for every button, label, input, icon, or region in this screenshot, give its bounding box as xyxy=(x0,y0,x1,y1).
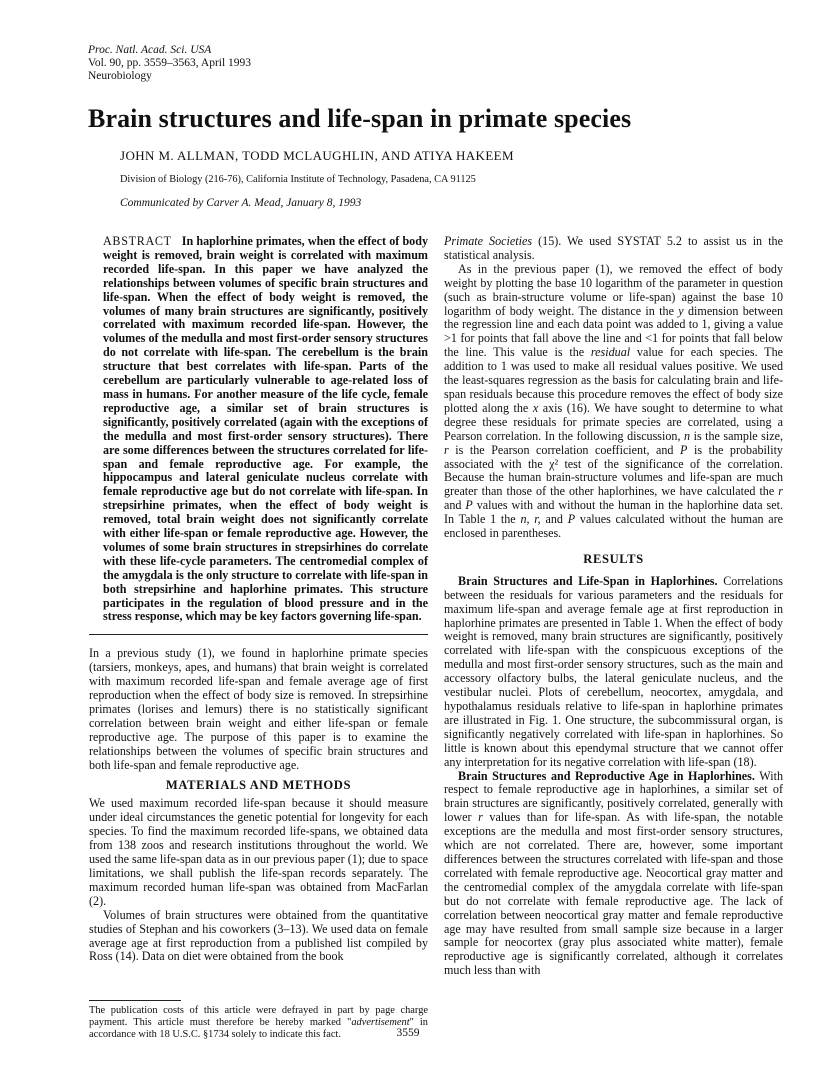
right-column xyxy=(444,235,783,978)
abstract-divider xyxy=(89,634,428,635)
results-subheading-lifespan: Brain Structures and Life-Span in Haplorhines. xyxy=(458,573,718,588)
abstract-label: ABSTRACT xyxy=(103,234,172,248)
page-number: 3559 xyxy=(396,1027,420,1039)
results-paragraph-1: Brain Structures and Life-Span in Haplorhines. Correlations between the residuals for various parameters and the residuals for maximum life-span and average female age at first reproduction in haplorhine primates are presented in Table 1. When the effect of body weight is removed, many brain structures are significantly, positively correlated with life-span with the conspicuous exceptions of the medulla and most first-order sensory structures, such as the main and accessory olfactory bulbs, the lateral geniculate nucleus, and the vestibular nuclei. Plots of cerebellum, neocortex, amygdala, and hypothalamus residuals relative to life-span in haplorhine primates are illustrated in Fig. 1. One structure, the subcommissural organ, is significantly negatively correlated with life-span in haplorhines. So little is known about this ependymal structure that we cannot offer any interpretation for its negative correlation with life-span (18). xyxy=(444,573,783,769)
results-heading: RESULTS xyxy=(583,551,644,566)
affiliation: Division of Biology (216-76), California Institute of Technology, Pasadena, CA 91125 xyxy=(120,174,476,185)
publication-footnote: The publication costs of this article were defrayed in part by page charge payment. This article must therefore be hereby marked "advertisement" in accordance with 18 U.S.C. §1734 solely to indicate this fact. xyxy=(89,1000,428,1041)
article-title: Brain structures and life-span in primate species xyxy=(88,104,632,133)
abstract-text: In haplorhine primates, when the effect of body weight is removed, brain weight is correlated with maximum recorded life-span. In this paper we have analyzed the relationships between volumes of specific brain structures and life-span. When the effect of body weight is removed, the volumes of many brain structures are significantly, positively correlated with maximum recorded life-span. However, the volumes of the medulla and most first-order sensory structures do not correlate with life-span. The cerebellum is the brain structure that best correlates with life-span. Parts of the cerebellum are particularly vulnerable to age-related loss of mass in humans. For another measure of the life cycle, female reproductive age, a similar set of brain structures is significantly, positively correlated (again with the exceptions of the medulla and most first-order sensory structures). There are some differences between the structures correlated for life-span and female reproductive age. For example, the hippocampus and lateral geniculate nucleus correlate with female reproductive age but do not correlate with life-span. In strepsirhine primates, when the effect of body weight is removed, total brain weight does not significantly correlate with either life-span or female reproductive age. However, the volumes of some brain structures in strepsirhines do correlate with these life-cycle parameters. The centromedial complex of the amygdala is the only structure to correlate with life-span in both strepsirhine and haplorhine primates. This structure participates in the regulation of blood pressure and in the stress response, which may be key factors governing life-span. xyxy=(103,234,428,624)
abstract xyxy=(89,235,428,624)
author-list: JOHN M. ALLMAN, TODD MCLAUGHLIN, AND ATIYA HAKEEM xyxy=(120,148,514,163)
communicated-by: Communicated by Carver A. Mead, January 8, 1993 xyxy=(120,197,362,209)
methods-paragraph-2-continued: Primate Societies (15). We used SYSTAT 5.2 to assist us in the statistical analysis. xyxy=(444,234,783,262)
methods-heading: MATERIALS AND METHODS xyxy=(165,777,352,792)
journal-name: Proc. Natl. Acad. Sci. USA xyxy=(88,44,212,56)
results-paragraph-2: Brain Structures and Reproductive Age in Haplorhines. With respect to female reproductive age in haplorhines, a similar set of brain structures are significantly, positively correlated, generally with lower r values than for life-span. As with life-span, the notable exceptions are the medulla and most first-order sensory structures, which are not correlated. There are, however, some important differences between the structures correlated with life-span and those correlated with female reproductive age. Neocortical gray matter and the centromedial complex of the amygdala correlate with life-span but do not correlate with female reproductive age. The lack of correlation between neocortical gray matter and female reproductive age may have resulted from small sample size because in a larger sample for neocortex (gray plus associated white matter), female reproductive age is significantly correlated, although it correlates much less than with xyxy=(444,768,783,978)
methods-paragraph-3: As in the previous paper (1), we removed the effect of body weight by plotting the base 10 logarithm of the parameter in question (such as brain-structure volume or life-span) against the base 10 logarithm of body weight. The distance in the y dimension between the regression line and each data point was added to 1, giving a value >1 for points that fall above the line and <1 for points that fall below the line. This value is the residual value for each species. The addition to 1 was used to make all residual values positive. We used the least-squares regression as the basis for calculating brain and life-span residuals because this procedure removes the effect of body size plotted along the x axis (16). We have sought to determine to what degree these residuals for primate species are correlated, using a Pearson correlation. In the following discussion, n is the sample size, r is the Pearson correlation coefficient, and P is the probability associated with the χ² test of the significance of the correlation. Because the human brain-structure volumes and life-span are much greater than those of the other haplorhines, we have calculated the r and P values with and without the human in the haplorhine data set. In Table 1 the n, r, and P values calculated without the human are enclosed in parentheses. xyxy=(444,261,784,541)
journal-section: Neurobiology xyxy=(88,70,152,82)
left-column xyxy=(89,235,428,964)
journal-header xyxy=(88,44,251,83)
journal-citation: Vol. 90, pp. 3559–3563, April 1993 xyxy=(88,57,252,69)
methods-paragraph-1: We used maximum recorded life-span because it should measure under ideal circumstances the genetic potential for longevity for each species. To find the maximum recorded life-spans, we obtained data from 138 zoos and research institutions throughout the world. We used the same life-span data as in our previous paper (1); due to space limitations, we shall publish the life-span records separately. The maximum recorded human life-span was obtained from MacFarlan (2). xyxy=(89,796,428,908)
footnote-divider xyxy=(89,1000,181,1001)
intro-paragraph: In a previous study (1), we found in haplorhine primate species (tarsiers, monkeys, apes, and humans) that brain weight is correlated with maximum recorded life-span and female average age of first reproduction when the effect of body size is removed. In strepsirhine primates (lorises and lemurs) there is no statistically significant correlation between brain weight and either life-span or female reproductive age. The purpose of this paper is to examine the relationships between the volumes of specific brain structures and both life-span and female reproductive age. xyxy=(89,646,428,772)
results-subheading-reproductive: Brain Structures and Reproductive Age in Haplorhines. xyxy=(458,768,755,783)
methods-paragraph-2: Volumes of brain structures were obtained from the quantitative studies of Stephan and his coworkers (3–13). We used data on female average age at first reproduction from a published list compiled by Ross (14). Data on diet were obtained from the book xyxy=(89,907,428,964)
